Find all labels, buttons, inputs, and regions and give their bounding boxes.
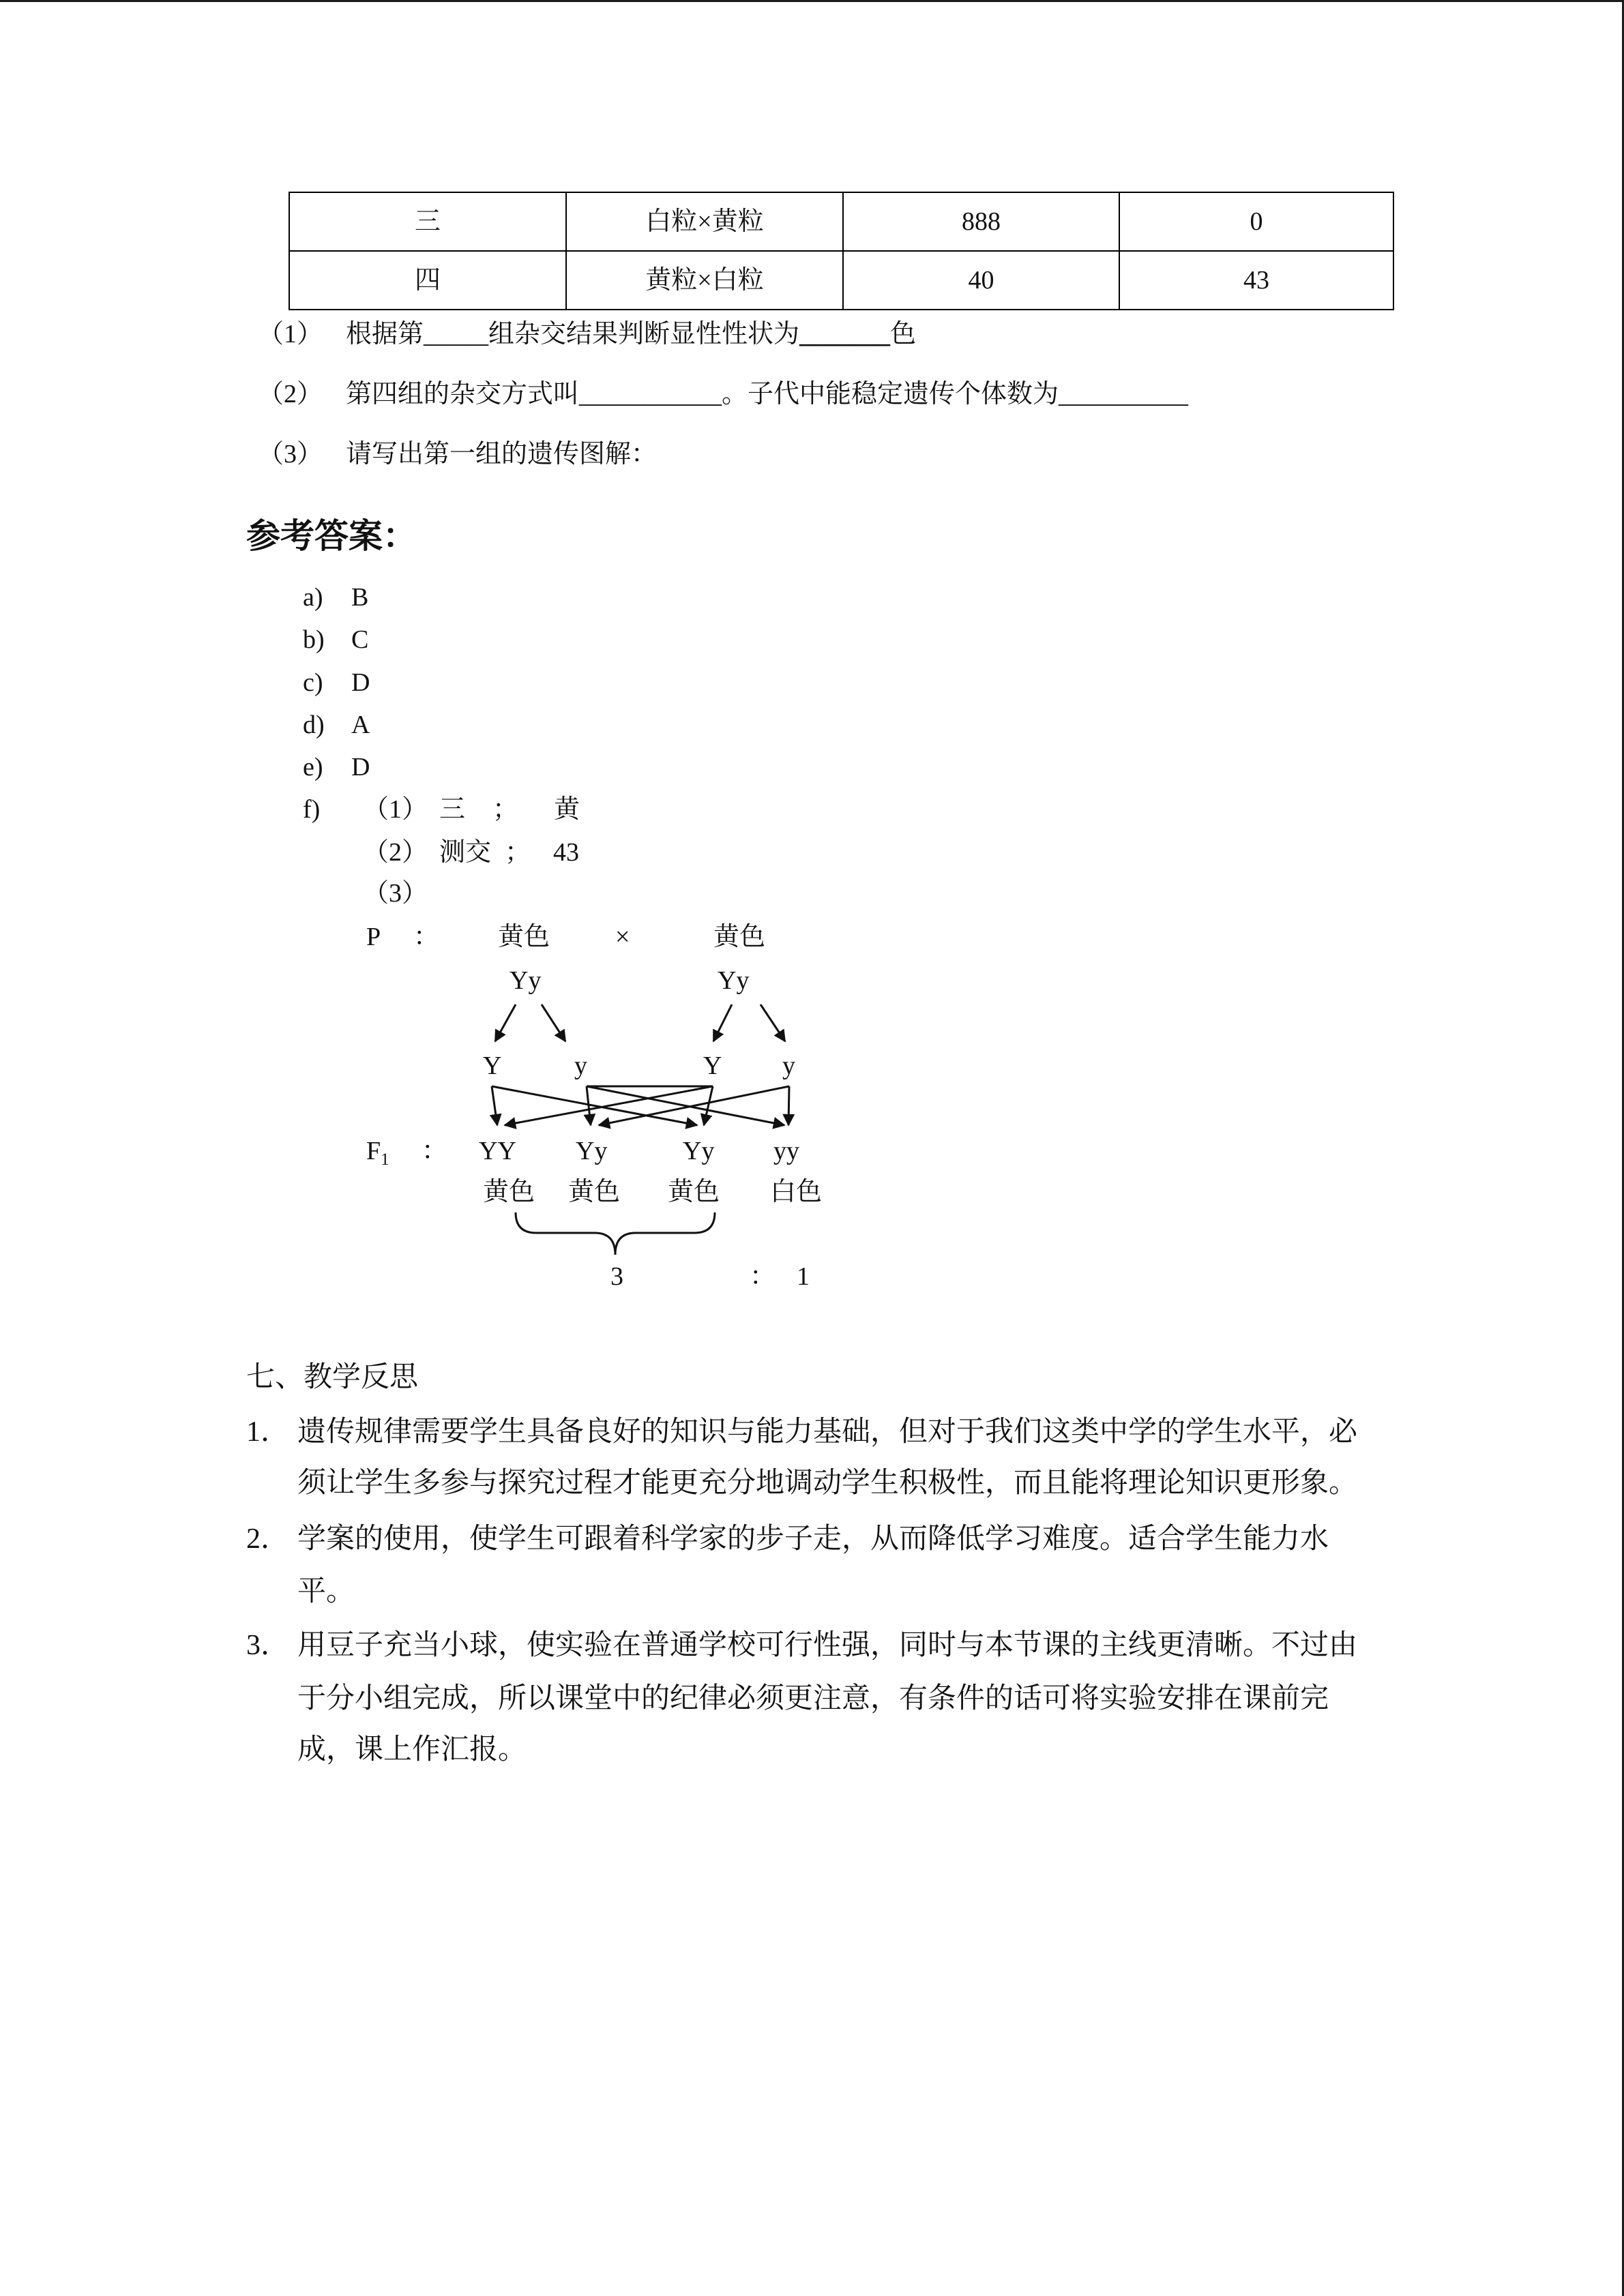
arrow-y2-to-yy	[788, 1086, 789, 1125]
table-cell-group: 三	[289, 192, 566, 251]
offspring-genotype: yy	[773, 1137, 799, 1165]
answer-label: b)	[303, 625, 325, 654]
question-text-part: 第四组的杂交方式叫	[346, 380, 580, 408]
gamete: y	[782, 1052, 795, 1080]
f1-generation-colon: ：	[422, 1137, 448, 1165]
answer-sub-value: 43	[553, 838, 579, 867]
reflection-line: 须让学生多参与探究过程才能更充分地调动学生积极性，而且能将理论知识更形象。	[297, 1467, 1358, 1499]
question-label: （3）	[258, 440, 323, 468]
arrow-Y2-to-YY	[505, 1086, 713, 1125]
arrow-parent1-to-gamete-Y	[495, 1004, 516, 1041]
offspring-phenotype: 黄色	[568, 1178, 621, 1206]
f1-generation-label	[366, 1134, 389, 1177]
table-row	[289, 192, 1393, 251]
answer-sub-separator: ；	[492, 795, 519, 824]
answer-blank: _______	[799, 320, 891, 348]
question-text-part: 组杂交结果判断显性性状为	[488, 320, 800, 348]
offspring-phenotype: 黄色	[668, 1178, 720, 1206]
question-text-part: 根据第	[346, 320, 424, 348]
question-text	[346, 317, 916, 351]
table-cell-count-b: 43	[1119, 251, 1393, 310]
table-cell-count-a: 40	[843, 251, 1119, 310]
answer-value: C	[351, 625, 369, 654]
answer-value: A	[351, 711, 370, 739]
arrow-parent1-to-gamete-y	[542, 1004, 565, 1041]
answers-heading: 参考答案：	[246, 516, 417, 556]
answer-sub-label: （2）	[363, 838, 428, 867]
f1-label-letter: F	[366, 1137, 381, 1165]
answer-blank: ___________	[579, 380, 722, 408]
answer-label: d)	[303, 711, 325, 739]
reflection-line: 于分小组完成，所以课堂中的纪律必须更注意，有条件的话可将实验安排在课前完	[297, 1683, 1329, 1714]
arrow-y1-to-Yy	[587, 1086, 591, 1125]
arrow-Y2-to-Yy	[704, 1086, 713, 1125]
parent1-phenotype: 黄色	[498, 923, 550, 951]
parent-generation-colon: ：	[413, 923, 440, 951]
answer-label: c)	[303, 668, 323, 697]
offspring-phenotype: 白色	[770, 1178, 823, 1206]
parent2-phenotype: 黄色	[713, 923, 766, 951]
reflection-item-label: 3．	[246, 1630, 290, 1661]
arrow-y2-to-Yy	[599, 1086, 789, 1125]
arrow-Y1-to-YY	[492, 1086, 497, 1125]
offspring-genotype: Yy	[576, 1137, 608, 1165]
arrow-y1-to-yy	[587, 1086, 784, 1125]
question-label: （1）	[258, 320, 323, 348]
offspring-genotype: Yy	[683, 1137, 715, 1165]
reflection-line: 用豆子充当小球，使实验在普通学校可行性强，同时与本节课的主线更清晰。不过由	[297, 1630, 1358, 1661]
reflection-line: 平。	[297, 1576, 355, 1607]
parent1-genotype: Yy	[510, 966, 542, 995]
reflection-item-label: 2．	[246, 1523, 290, 1555]
reflection-line: 遗传规律需要学生具备良好的知识与能力基础，但对于我们这类中学的学生水平，必	[297, 1416, 1358, 1448]
ratio-colon: ：	[750, 1262, 776, 1291]
table-cell-count-a: 888	[843, 192, 1119, 251]
answer-blank: _____	[424, 320, 489, 348]
arrow-parent2-to-gamete-y	[761, 1004, 785, 1041]
question-text-part: 色	[890, 320, 917, 348]
answer-label: f)	[303, 795, 321, 824]
reflection-heading: 七、教学反思	[246, 1362, 419, 1393]
offspring-phenotype: 黄色	[483, 1178, 535, 1206]
ratio-recessive: 1	[797, 1262, 810, 1291]
question-text-part: 。子代中能稳定遗传个体数为	[722, 380, 1059, 408]
table-cell-group: 四	[289, 251, 566, 310]
gamete: Y	[703, 1052, 722, 1080]
arrow-Y1-to-Yy	[492, 1086, 697, 1125]
table-cell-count-b: 0	[1119, 192, 1393, 251]
arrow-parent2-to-gamete-Y	[713, 1004, 732, 1041]
answer-sub-label: （3）	[363, 879, 428, 908]
answer-sub-value: 测交	[439, 838, 492, 867]
offspring-genotype: YY	[479, 1137, 516, 1165]
cross-symbol: ×	[615, 923, 630, 951]
reflection-line: 学案的使用，使学生可跟着科学家的步子走，从而降低学习难度。适合学生能力水	[297, 1523, 1329, 1555]
reflection-line: 成，课上作汇报。	[297, 1734, 527, 1765]
ratio-dominant: 3	[610, 1262, 623, 1291]
table-row	[289, 251, 1393, 310]
answer-value: D	[351, 753, 370, 781]
answer-sub-separator: ；	[505, 838, 531, 867]
answer-sub-label: （1）	[363, 795, 428, 824]
page-top-border	[0, 0, 1624, 2]
answer-blank: __________	[1059, 380, 1189, 408]
answer-sub-value: 黄	[554, 795, 580, 824]
gamete: y	[574, 1052, 587, 1080]
question-text: 请写出第一组的遗传图解：	[346, 440, 658, 468]
question-text	[346, 377, 1188, 411]
gamete: Y	[483, 1052, 502, 1080]
answer-value: B	[351, 583, 369, 612]
cross-results-table	[289, 192, 1394, 310]
answer-value: D	[351, 668, 370, 697]
answer-sub-value: 三	[439, 795, 466, 824]
question-label: （2）	[258, 380, 323, 408]
grouping-brace	[516, 1212, 715, 1255]
reflection-item-label: 1．	[246, 1416, 290, 1448]
parent2-genotype: Yy	[718, 966, 750, 995]
table-cell-cross: 白粒×黄粒	[566, 192, 843, 251]
parent-generation-label: P	[366, 923, 381, 951]
answer-label: a)	[303, 583, 323, 612]
answer-label: e)	[303, 753, 323, 781]
f1-label-subscript: 1	[381, 1150, 389, 1169]
table-cell-cross: 黄粒×白粒	[566, 251, 843, 310]
